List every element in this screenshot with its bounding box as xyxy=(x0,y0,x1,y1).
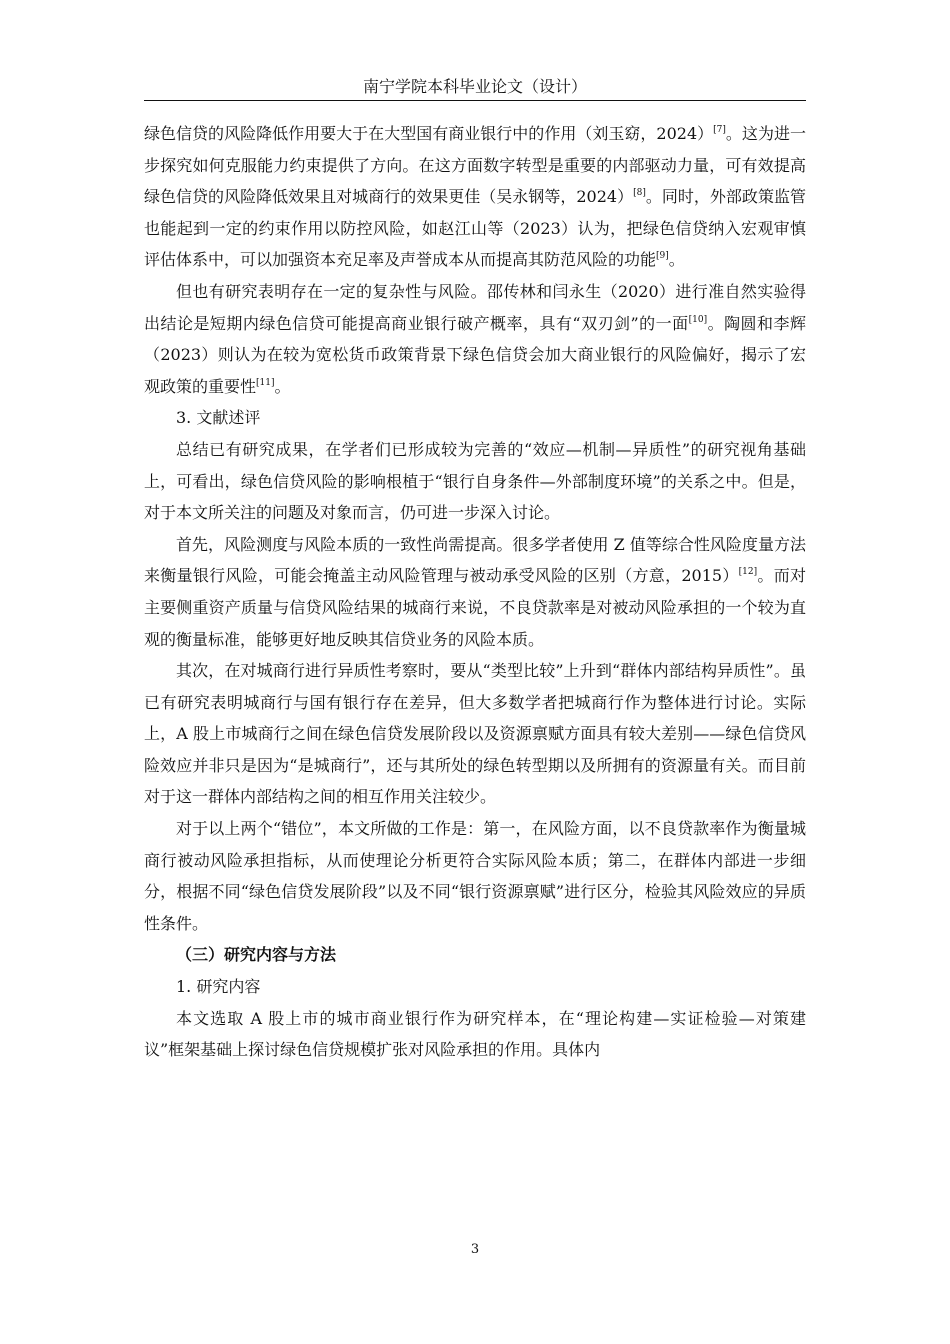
citation-ref: [12] xyxy=(738,567,758,578)
page-number: 3 xyxy=(470,1242,480,1257)
subheading-research-content: 1. 研究内容 xyxy=(176,977,261,997)
section-heading: （三）研究内容与方法 xyxy=(176,945,337,965)
text-run: 。陶圆和李辉（2023）则认为在较为宽松货币政策背景下绿色信贷会加大商业银行的风险偏好，揭示了宏观政策的重要性 xyxy=(144,313,806,396)
subheading-literature-review: 3. 文献述评 xyxy=(176,408,261,428)
citation-ref: [7] xyxy=(713,125,726,135)
text-run: 。同时，外部政策监管也能起到一定的约束作用以防控风险，如赵江山等（2023）认为，把绿色信贷纳入宏观审慎评估体系中，可以加强资本充足率及声誉成本从而提高其防范风险的功能 xyxy=(144,187,806,270)
citation-ref: [8] xyxy=(633,188,646,199)
text-run: 。而对主要侧重资产质量与信贷风险结果的城商行来说，不良贷款率是对被动风险承担的一个较为直观的衡量标准，能够更好地反映其信贷业务的风险本质。 xyxy=(144,566,806,649)
text-run: 。 xyxy=(668,250,685,270)
paragraph-5: 其次，在对城商行进行异质性考察时，要从“类型比较”上升到“群体内部结构异质性”。虽已有研究表明城商行与国有银行存在差异，但大多数学者把城商行作为整体进行讨论。实际上，A 股上市城商行之间在绿色信贷发展阶段以及资源禀赋方面具有较大差别——绿色信贷风险效应并非只是因为“是城商行”，还与其所处的绿色转型期以及所拥有的资源量有关。而目前对于这一群体内部结构之间的相互作用关注较少。 xyxy=(144,661,806,807)
citation-ref: [11] xyxy=(256,377,275,388)
paragraph-2 xyxy=(144,276,806,402)
paragraph-1 xyxy=(144,118,806,276)
header-divider xyxy=(144,100,806,101)
text-run: 但也有研究表明存在一定的复杂性与风险。邵传林和闫永生（2020）进行准自然实验得出结论是短期内绿色信贷可能提高商业银行破产概率，具有“双刃剑”的一面 xyxy=(144,281,806,333)
main-body xyxy=(144,118,806,1066)
paragraph-4 xyxy=(144,529,806,655)
paragraph-3: 总结已有研究成果，在学者们已形成较为完善的“效应—机制—异质性”的研究视角基础上，可看出，绿色信贷风险的影响根植于“银行自身条件—外部制度环境”的关系之中。但是，对于本文所关注的问题及对象而言，仍可进一步深入讨论。 xyxy=(144,439,806,523)
citation-ref: [10] xyxy=(688,314,708,325)
paragraph-6: 对于以上两个“错位”，本文所做的工作是：第一，在风险方面，以不良贷款率作为衡量城商行被动风险承担指标，从而使理论分析更符合实际风险本质；第二，在群体内部进一步细分，根据不同“绿色信贷发展阶段”以及不同“银行资源禀赋”进行区分，检验其风险效应的异质性条件。 xyxy=(144,819,806,933)
citation-ref: [9] xyxy=(656,251,669,262)
paragraph-7: 本文选取 A 股上市的城市商业银行作为研究样本，在“理论构建—实证检验—对策建议”框架基础上探讨绿色信贷规模扩张对风险承担的作用。具体内 xyxy=(144,1008,806,1060)
text-run: 。这为进一步探究如何克服能力约束提供了方向。在这方面数字转型是重要的内部驱动力量，可有效提高绿色信贷的风险降低效果且对城商行的效果更佳（吴永钢等，2024） xyxy=(144,124,806,207)
text-run: 。 xyxy=(274,376,291,396)
text-run: 首先，风险测度与风险本质的一致性尚需提高。很多学者使用 Z 值等综合性风险度量方法来衡量银行风险，可能会掩盖主动风险管理与被动承受风险的区别（方意，2015） xyxy=(144,534,806,586)
page-header: 南宁学院本科毕业论文（设计） xyxy=(362,77,587,96)
text-run: 绿色信贷的风险降低作用要大于在大型国有商业银行中的作用（刘玉窈，2024） xyxy=(144,124,714,143)
